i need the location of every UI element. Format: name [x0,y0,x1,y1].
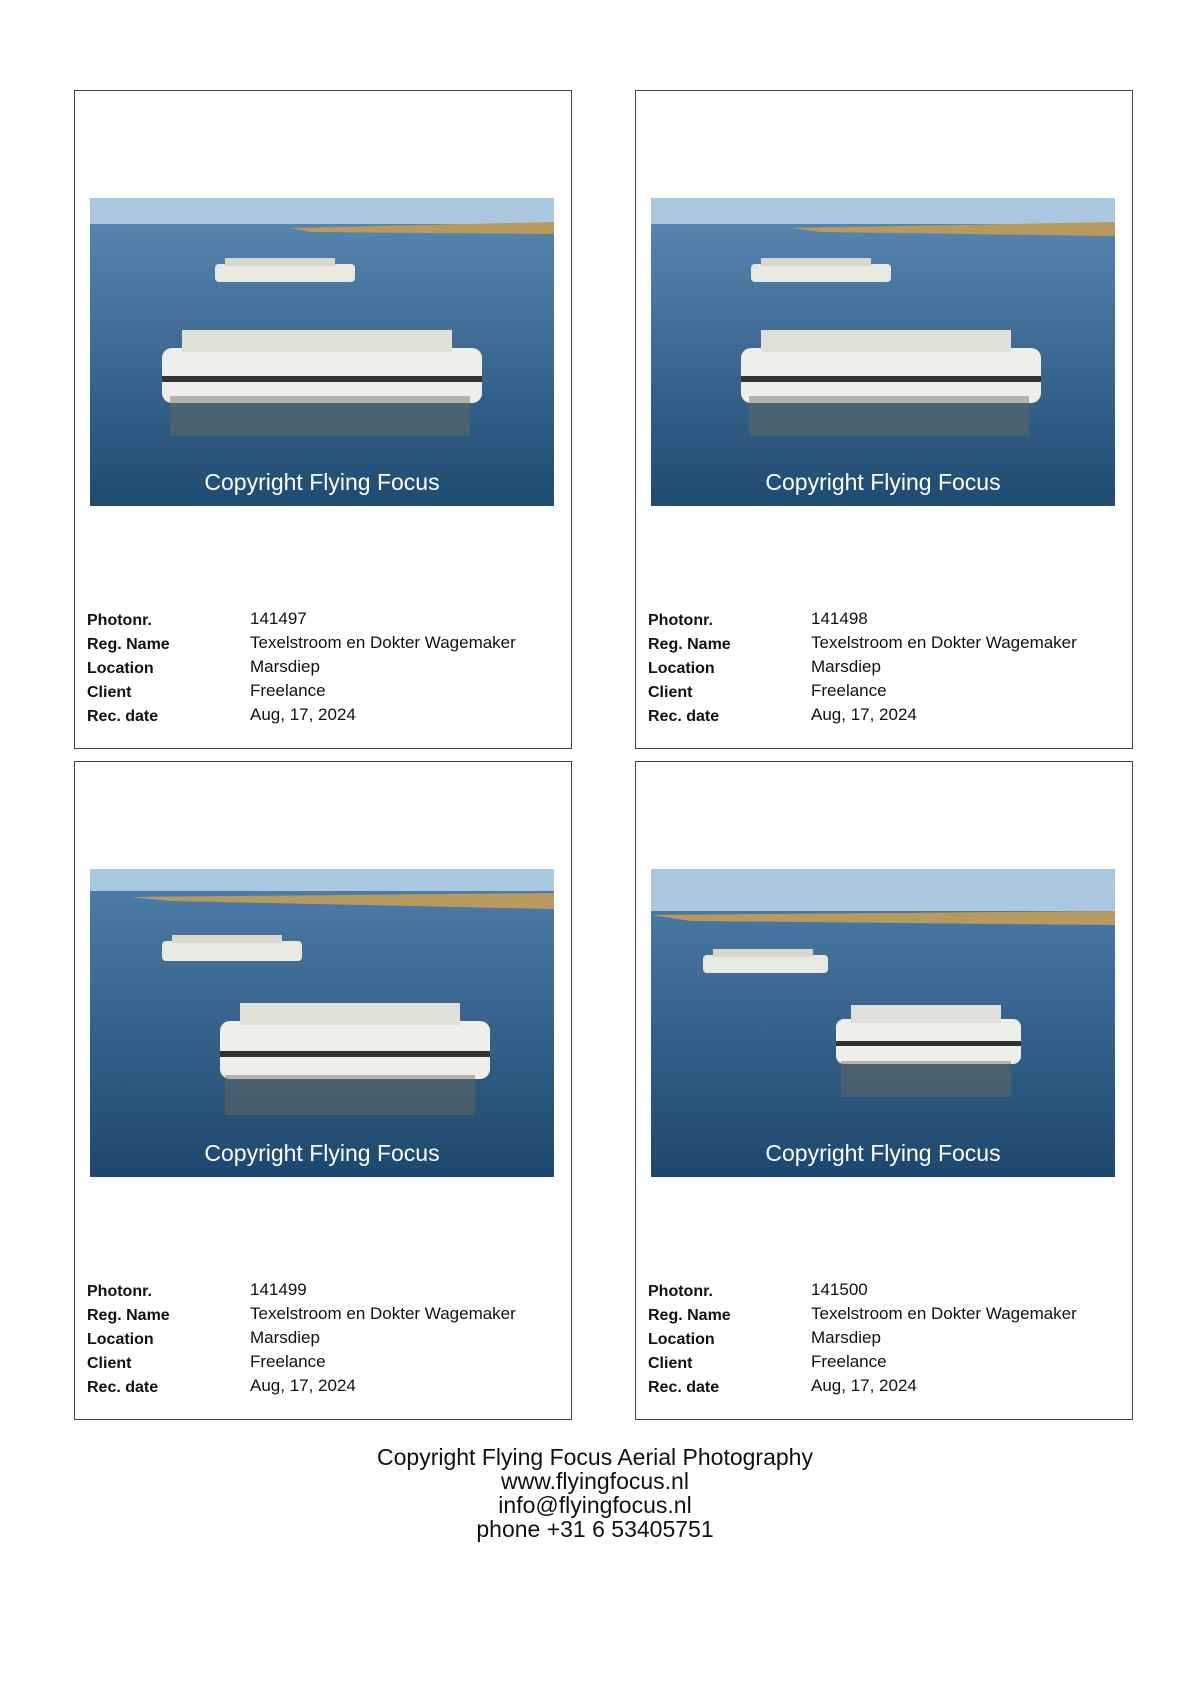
photonr-value: 141499 [250,1280,307,1299]
reg-name-value: Texelstroom en Dokter Wagemaker [250,1304,516,1323]
ferry-image [651,869,1115,1177]
location-value: Marsdiep [811,657,881,676]
photonr-label: Photonr. [648,612,713,629]
client-label: Client [87,684,132,701]
photonr-value: 141500 [811,1280,868,1299]
photonr-value: 141498 [811,609,868,628]
watermark: Copyright Flying Focus [204,469,440,495]
ferry-photo-3[interactable] [90,869,554,1177]
photo-card-1 [74,90,572,749]
ferry-photo-1[interactable] [90,198,554,506]
photonr-label: Photonr. [648,1283,713,1300]
client-value: Freelance [250,1352,326,1371]
location-label: Location [87,660,154,677]
client-label: Client [648,1355,693,1372]
rec-date-value: Aug, 17, 2024 [250,705,356,724]
footer-website-link[interactable]: www.flyingfocus.nl [501,1468,689,1494]
watermark: Copyright Flying Focus [765,469,1001,495]
footer-email-link[interactable]: info@flyingfocus.nl [498,1492,692,1518]
rec-date-label: Rec. date [648,708,720,725]
client-value: Freelance [250,681,326,700]
client-value: Freelance [811,681,887,700]
reg-name-value: Texelstroom en Dokter Wagemaker [811,1304,1077,1323]
reg-name-label: Reg. Name [87,1307,170,1324]
reg-name-value: Texelstroom en Dokter Wagemaker [250,633,516,652]
photo-card-2 [635,90,1133,749]
location-label: Location [87,1331,154,1348]
ferry-image [651,198,1115,506]
page-footer [0,1445,1190,1541]
ferry-photo-2[interactable] [651,198,1115,506]
reg-name-label: Reg. Name [87,636,170,653]
watermark: Copyright Flying Focus [204,1140,440,1166]
rec-date-value: Aug, 17, 2024 [811,705,917,724]
footer-copyright: Copyright Flying Focus Aerial Photography [377,1444,813,1470]
ferry-photo-4[interactable] [651,869,1115,1177]
location-label: Location [648,1331,715,1348]
location-value: Marsdiep [250,1328,320,1347]
watermark: Copyright Flying Focus [765,1140,1001,1166]
location-label: Location [648,660,715,677]
photo-card-3 [74,761,572,1420]
reg-name-label: Reg. Name [648,636,731,653]
footer-phone: phone +31 6 53405751 [476,1516,714,1542]
client-label: Client [648,684,693,701]
location-value: Marsdiep [811,1328,881,1347]
photo-card-4 [635,761,1133,1420]
location-value: Marsdiep [250,657,320,676]
photonr-label: Photonr. [87,1283,152,1300]
ferry-image [90,869,554,1177]
rec-date-label: Rec. date [648,1379,720,1396]
client-label: Client [87,1355,132,1372]
reg-name-label: Reg. Name [648,1307,731,1324]
photonr-value: 141497 [250,609,307,628]
rec-date-value: Aug, 17, 2024 [811,1376,917,1395]
reg-name-value: Texelstroom en Dokter Wagemaker [811,633,1077,652]
rec-date-value: Aug, 17, 2024 [250,1376,356,1395]
rec-date-label: Rec. date [87,1379,159,1396]
rec-date-label: Rec. date [87,708,159,725]
photonr-label: Photonr. [87,612,152,629]
client-value: Freelance [811,1352,887,1371]
ferry-image [90,198,554,506]
